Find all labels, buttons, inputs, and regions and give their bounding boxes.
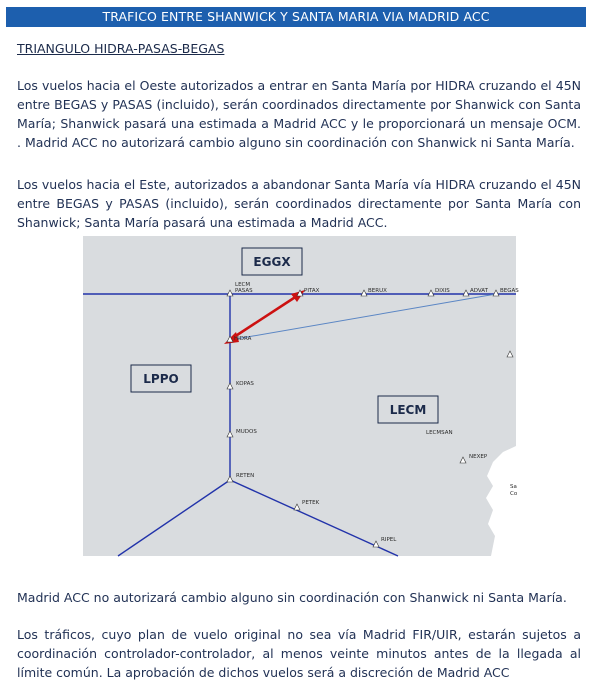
header-title: TRAFICO ENTRE SHANWICK Y SANTA MARIA VIA MADRID ACC — [102, 9, 490, 24]
waypoint-label-hidra: HIDRA — [234, 336, 252, 342]
fir-label-eggx: EGGX — [253, 255, 291, 269]
paragraph-westbound: Los vuelos hacia el Oeste autorizados a entrar en Santa María por HIDRA cruzando el 45N entre BEGAS y PASAS (incluido), serán coordinados directamente por Shanwick con Santa María; Shanwick pasará una estimada a Madrid ACC y le proporcionará un mensaje OCM. . Madrid ACC no autorizará cambio alguno sin coordinación con Shanwick ni Santa María. — [17, 78, 581, 150]
fir-label-lppo: LPPO — [143, 372, 179, 386]
waypoint-label-lecm: LECM — [235, 282, 251, 288]
waypoint-hidra — [227, 336, 252, 342]
section-title: TRIANGULO HIDRA-PASAS-BEGAS — [17, 41, 225, 56]
coast-label-1: Sa — [510, 484, 517, 490]
fir-box-lppo — [131, 365, 191, 392]
waypoint-label-advat: ADVAT — [470, 288, 489, 294]
waypoint-label-mudos: MUDOS — [236, 429, 257, 435]
waypoint-label-begas: BEGAS — [500, 288, 519, 294]
coast-label-2: Co — [510, 491, 518, 497]
airspace-map-svg — [83, 236, 519, 556]
paragraph-other-traffic: Los tráficos, cuyo plan de vuelo original no sea vía Madrid FIR/UIR, estarán sujetos a coordinación controlador-controlador, al menos veinte minutos antes de la llegada al límite común. La aprobación de dichos vuelos será a discreción de Madrid ACC — [17, 627, 581, 680]
fir-label-lecm: LECM — [389, 403, 427, 417]
waypoint-label-berux: BERUX — [368, 288, 387, 294]
waypoint-label-petek: PETEK — [302, 500, 320, 506]
waypoint-label-pasas: PASAS — [235, 288, 253, 294]
waypoint-label-pitax: PITAX — [304, 288, 320, 294]
header-banner — [6, 7, 586, 27]
paragraph-eastbound: Los vuelos hacia el Este, autorizados a abandonar Santa María vía HIDRA cruzando el 45N entre BEGAS y PASAS (incluido), serán coordinados directamente por Santa María con Shanwick; Santa María pasará una estimada a Madrid ACC. — [17, 177, 581, 230]
airspace-map — [83, 236, 519, 556]
waypoint-label-kopas: KOPAS — [236, 381, 254, 387]
fir-box-eggx — [242, 248, 302, 275]
waypoint-label-lecmsan: LECMSAN — [426, 430, 453, 436]
waypoint-label-ripel: RIPEL — [381, 537, 397, 543]
waypoint-label-reten: RETEN — [236, 473, 255, 479]
map-background — [83, 236, 516, 556]
fir-box-lecm — [378, 396, 438, 423]
waypoint-label-dixis: DIXIS — [435, 288, 450, 294]
paragraph-no-change: Madrid ACC no autorizará cambio alguno sin coordinación con Shanwick ni Santa María. — [17, 590, 567, 605]
waypoint-label-nexep: NEXEP — [469, 454, 488, 460]
